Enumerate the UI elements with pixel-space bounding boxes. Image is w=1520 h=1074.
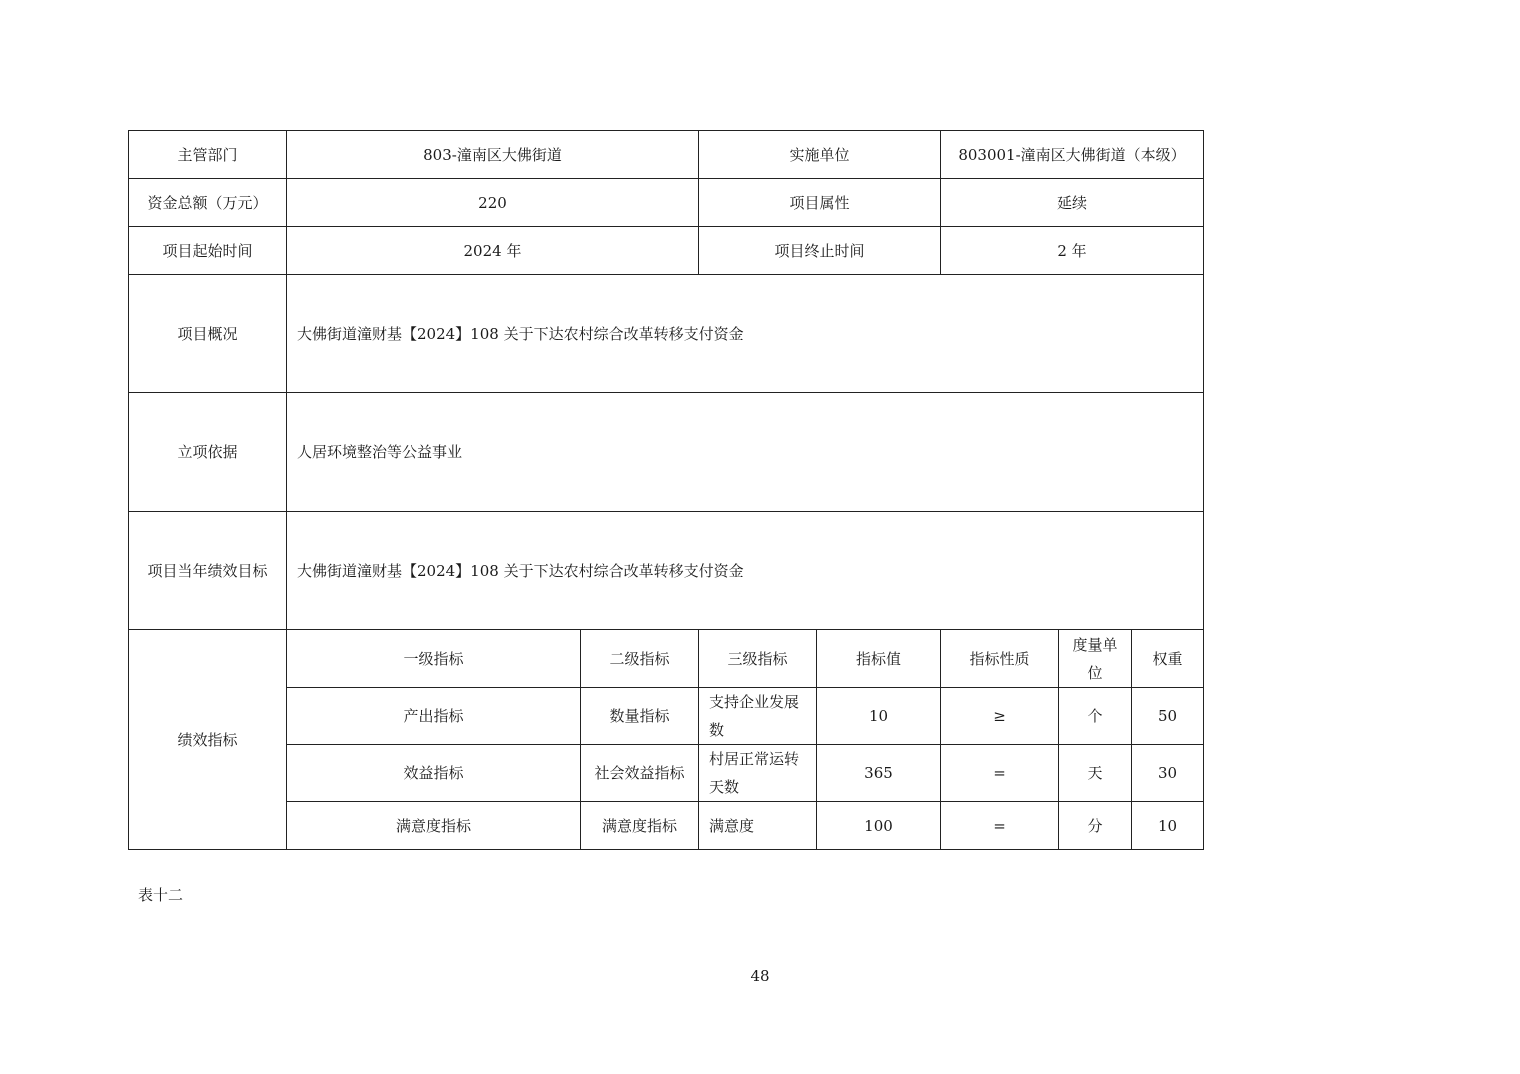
header-level2: 二级指标 — [609, 649, 670, 668]
table-row-2-level2: 社会效益指标 — [594, 764, 685, 782]
overview-value: 大佛街道潼财基【2024】108 关于下达农村综合改革转移支付资金 — [297, 324, 744, 343]
table-row-2-unit: 天 — [1087, 764, 1103, 782]
table-row-3-unit: 分 — [1087, 816, 1103, 835]
funds-value: 220 — [478, 193, 507, 212]
attr-value: 延续 — [1056, 193, 1087, 212]
table-row-2-value: 365 — [864, 764, 893, 782]
table-row-1-unit: 个 — [1087, 707, 1103, 725]
start-value: 2024 年 — [463, 241, 522, 260]
dept-value: 803-潼南区大佛街道 — [423, 145, 562, 164]
table-row-3-level1: 满意度指标 — [395, 816, 471, 835]
goal-value: 大佛街道潼财基【2024】108 关于下达农村综合改革转移支付资金 — [297, 561, 744, 580]
table-row-3-value: 100 — [864, 816, 893, 835]
table-row-3-level2: 满意度指标 — [601, 816, 677, 835]
indicators-label: 绩效指标 — [177, 730, 238, 749]
header-value: 指标值 — [855, 649, 901, 668]
table-caption: 表十二 — [138, 886, 184, 904]
table-row-3-nature: = — [993, 816, 1006, 835]
unit-value: 803001-潼南区大佛街道（本级） — [958, 145, 1186, 164]
table-row-2-level3: 村居正常运转天数 — [709, 750, 800, 796]
header-weight: 权重 — [1152, 649, 1183, 668]
table-row-1-level3: 支持企业发展数 — [709, 693, 800, 739]
end-label: 项目终止时间 — [774, 241, 865, 260]
table-row-2-nature: = — [993, 764, 1006, 782]
basis-label: 立项依据 — [177, 443, 238, 461]
attr-label: 项目属性 — [789, 193, 850, 212]
goal-label: 项目当年绩效目标 — [147, 561, 268, 580]
table-row-1-value: 10 — [868, 707, 889, 725]
table-row-1-nature: ≥ — [993, 707, 1006, 725]
dept-label: 主管部门 — [177, 145, 238, 164]
table-row-2-level1: 效益指标 — [403, 764, 464, 782]
table-row-1-weight: 50 — [1157, 707, 1178, 725]
unit-label: 实施单位 — [789, 145, 850, 164]
table-row-1-level1: 产出指标 — [403, 707, 464, 725]
end-value: 2 年 — [1057, 241, 1087, 260]
basis-value: 人居环境整治等公益事业 — [297, 443, 463, 461]
table-row-3-level3: 满意度 — [709, 816, 755, 835]
header-unit: 度量单位 — [1072, 635, 1118, 682]
start-label: 项目起始时间 — [162, 241, 253, 260]
header-nature: 指标性质 — [969, 649, 1030, 668]
table-row-2-weight: 30 — [1157, 764, 1178, 782]
funds-label: 资金总额（万元） — [147, 193, 268, 212]
table-row-1-level2: 数量指标 — [609, 707, 670, 725]
header-level3: 三级指标 — [727, 649, 788, 668]
page-number: 48 — [750, 967, 770, 985]
header-level1: 一级指标 — [403, 649, 464, 668]
overview-label: 项目概况 — [177, 324, 238, 343]
table-row-3-weight: 10 — [1157, 816, 1178, 835]
